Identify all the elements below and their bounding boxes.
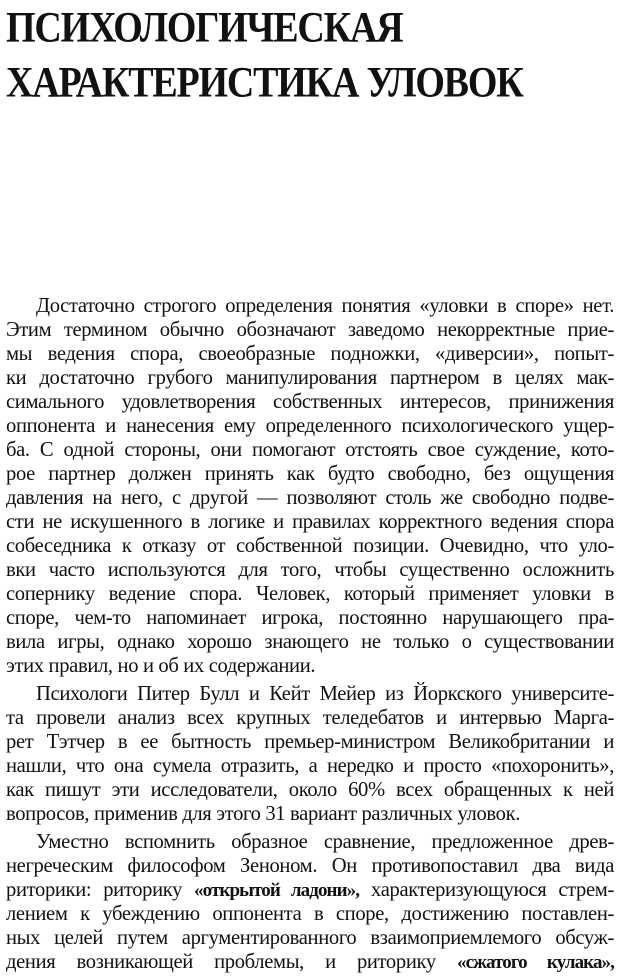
text-line: мы ведения спора, своеобразные подножки, «диверсии», попыт- (6, 343, 614, 365)
text-line: лением к убеждению оппонента в споре, достижению поставлен- (6, 903, 614, 925)
text-line: ных целей путем аргументированного взаимоприемлемого обсуж- (6, 927, 614, 949)
text-line-final (6, 950, 614, 974)
text-fragment: характеризующуюся стрем- (359, 879, 614, 901)
text-line: сопернику ведение спора. Человек, который применяет уловки в (6, 583, 614, 605)
text-line: споре, чем-то напоминает игрока, постоянно нарушающего пра- (6, 607, 614, 629)
text-line: Уместно вспомнить образное сравнение, предложенное древ- (36, 831, 614, 853)
term-clenched-fist: «сжатого кулака», (456, 952, 614, 973)
text-line: негреческим философом Зеноном. Он противопоставил два вида (6, 855, 614, 877)
text-line: рое партнер должен принять как будто свободно, без ощущения (6, 463, 614, 485)
text-line: Этим термином обычно обозначают заведомо некорректные прие- (6, 319, 614, 341)
text-fragment: риторики: риторику (6, 879, 195, 901)
text-line: сти не искушенного в логике и правилах корректного ведения спора (6, 511, 614, 533)
text-line: вила игры, однако хорошо знающего не только о существовании (6, 631, 614, 653)
text-line: этих правил, но и об их содержании. (6, 655, 316, 677)
chapter-title-line-1: ПСИХОЛОГИЧЕСКАЯ (6, 3, 403, 52)
text-line-rhetoric (6, 878, 614, 902)
text-line: рет Тэтчер в ее бытность премьер-министром Великобритании и (6, 731, 614, 753)
chapter-title-line-2: ХАРАКТЕРИСТИКА УЛОВОК (6, 58, 523, 107)
term-open-palm: «открытой ладони», (194, 880, 360, 901)
text-line: собеседника к отказу от собственной позиции. Очевидно, что уло- (6, 535, 614, 557)
text-line: Психологи Питер Булл и Кейт Мейер из Йоркского университе- (36, 683, 614, 705)
text-line: давления на него, с другой — позволяют столь же свободно подве- (6, 487, 614, 509)
chapter-body (6, 294, 614, 978)
paragraph-3 (6, 830, 614, 974)
text-line: как пишут эти исследователи, около 60% всех обращенных к ней (6, 779, 614, 801)
text-line: вопросов, применив для этого 31 вариант различных уловок. (6, 803, 521, 825)
text-line: нашли, что она сумела отразить, а нередко и просто «похоронить», (6, 755, 614, 777)
text-line: Достаточно строгого определения понятия «уловки в споре» нет. (36, 295, 614, 317)
chapter-title (6, 0, 523, 110)
text-line: вки часто используются для того, чтобы существенно осложнить (6, 559, 614, 581)
text-line: ба. С одной стороны, они помогают отстоять свое суждение, кото- (6, 439, 614, 461)
text-line: ки достаточно грубого манипулирования партнером в целях мак- (6, 367, 614, 389)
text-line: симального удовлетворения собственных интересов, принижения (6, 391, 614, 413)
text-line: та провели анализ всех крупных теледебатов и интервью Марга- (6, 707, 614, 729)
paragraph-2 (6, 682, 614, 826)
paragraph-1 (6, 294, 614, 678)
text-fragment: дения возникающей проблемы, и риторику (6, 951, 457, 973)
text-line: оппонента и нанесения ему определенного психологического ущер- (6, 415, 614, 437)
